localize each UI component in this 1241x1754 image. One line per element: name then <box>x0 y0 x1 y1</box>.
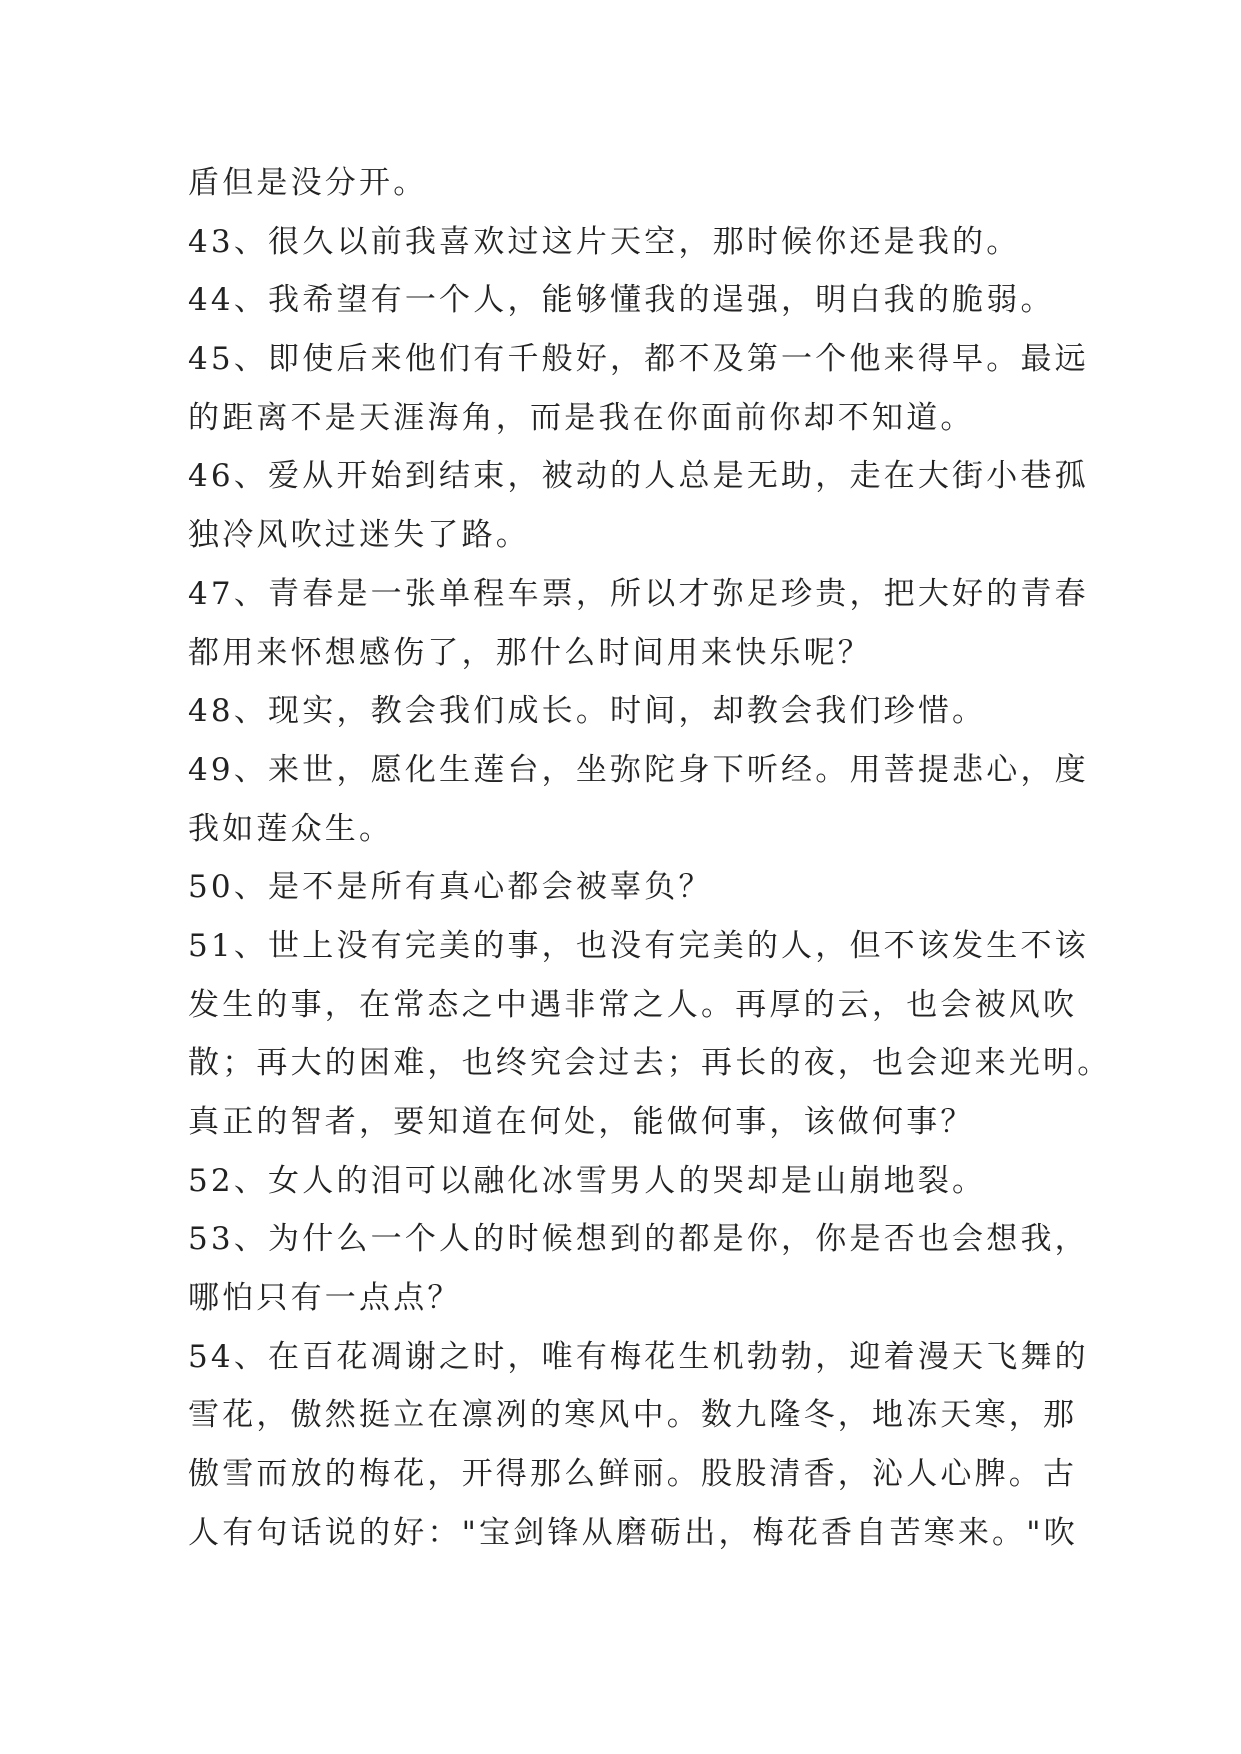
text-line: 我如莲众生。 <box>188 810 394 847</box>
text-line: 盾但是没分开。 <box>188 165 428 201</box>
text-line: 散；再大的困难，也终究会过去；再长的夜，也会迎来光明。 <box>188 1045 1112 1082</box>
text-line: 真正的智者，要知道在何处，能做何事，该做何事？ <box>188 1104 975 1140</box>
text-line: 发生的事，在常态之中遇非常之人。再厚的云，也会被风吹 <box>188 986 1078 1023</box>
text-line: 51、世上没有完美的事，也没有完美的人，但不该发生不该 <box>188 927 1089 964</box>
document-text-body <box>188 154 1112 1563</box>
text-line: 52、女人的泪可以融化冰雪男人的哭却是山崩地裂。 <box>188 1162 987 1199</box>
text-line: 45、即使后来他们有千般好，都不及第一个他来得早。最远 <box>188 341 1089 378</box>
text-line: 哪怕只有一点点？ <box>188 1280 462 1317</box>
text-line: 的距离不是天涯海角，而是我在你面前你却不知道。 <box>188 399 975 436</box>
text-line: 都用来怀想感伤了，那什么时间用来快乐呢？ <box>188 634 872 671</box>
text-line: 44、我希望有一个人，能够懂我的逞强，明白我的脆弱。 <box>188 282 1055 319</box>
text-line: 49、来世，愿化生莲台，坐弥陀身下听经。用菩提悲心，度 <box>188 751 1089 788</box>
text-line: 47、青春是一张单程车票，所以才弥足珍贵，把大好的青春 <box>188 575 1089 612</box>
text-line: 傲雪而放的梅花，开得那么鲜丽。股股清香，沁人心脾。古 <box>188 1456 1078 1493</box>
text-line: 54、在百花凋谢之时，唯有梅花生机勃勃，迎着漫天飞舞的 <box>188 1338 1089 1375</box>
text-line: 48、现实，教会我们成长。时间，却教会我们珍惜。 <box>188 693 987 730</box>
text-line: 50、是不是所有真心都会被辜负？ <box>188 869 713 906</box>
text-line: 雪花，傲然挺立在凛冽的寒风中。数九隆冬，地冻天寒，那 <box>188 1397 1078 1434</box>
text-line: 43、很久以前我喜欢过这片天空，那时候你还是我的。 <box>188 223 1021 260</box>
text-line: 46、爱从开始到结束，被动的人总是无助，走在大街小巷孤 <box>188 458 1089 495</box>
text-line: 人有句话说的好："宝剑锋从磨砺出，梅花香自苦寒来。"吹 <box>188 1514 1078 1551</box>
text-line: 独冷风吹过迷失了路。 <box>188 517 530 554</box>
text-line: 53、为什么一个人的时候想到的都是你，你是否也会想我， <box>188 1221 1089 1258</box>
